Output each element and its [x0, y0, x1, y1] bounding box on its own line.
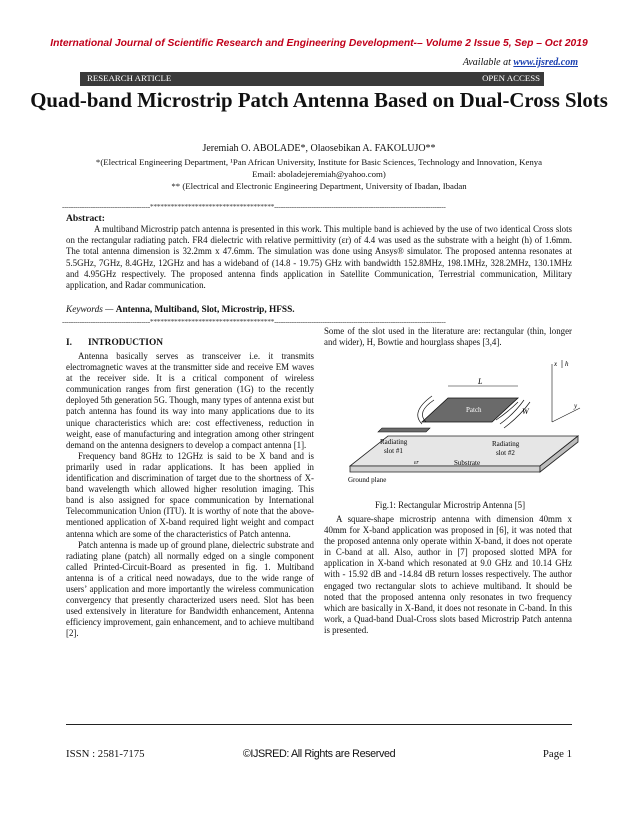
- authors: Jeremiah O. ABOLADE*, Olaosebikan A. FAKOLUJO**: [202, 143, 436, 154]
- section-heading: [66, 338, 163, 348]
- availability-line: [463, 57, 578, 68]
- separator-line: ----------------------------------------************************************------------------------------------------------------------------------------: [62, 202, 446, 211]
- label-substrate: Substrate: [454, 459, 481, 467]
- author-email: Email: aboladejeremiah@yahoo.com): [252, 169, 386, 179]
- footer-rule: [66, 724, 572, 725]
- section-number: I.: [66, 338, 72, 348]
- keywords-label: Keywords —: [66, 305, 114, 315]
- right-column-bottom: [324, 514, 572, 636]
- paragraph: Patch antenna is made up of ground plane, dielectric substrate and radiating plane (patch) all normally edged on a single component called Printed-Circuit-Board as presented in fig. 1. Multiband antenna is of a critical need nowadays, due to the wide range of users’ application and more importantly the wireless communication convergency that presently characterized users need. Slot has been used extensively in literature for Bandwidth enhancement, Antenna efficiency improvement, gain enhancement, and to achieve multiband [2].: [66, 539, 314, 639]
- paragraph: Some of the slot used in the literature are: rectangular (thin, longer and wider), H, Bowtie and hourglass shapes [3,4].: [324, 326, 572, 348]
- axis-y-label: y: [574, 402, 578, 410]
- footer-issn: ISSN : 2581-7175: [66, 748, 145, 760]
- footer-rights: ©IJSRED: All Rights are Reserved: [242, 748, 396, 760]
- abstract-heading: Abstract:: [66, 213, 105, 224]
- label-h: h: [565, 360, 569, 368]
- keywords: [66, 305, 295, 315]
- microstrip-antenna-figure: [342, 354, 584, 486]
- label-slot2-line2: slot #2: [496, 449, 515, 457]
- paper-title: Quad-band Microstrip Patch Antenna Based on Dual-Cross Slots: [30, 89, 608, 112]
- journal-website-link[interactable]: www.ijsred.com: [513, 57, 578, 68]
- paragraph: Frequency band 8GHz to 12GHz is said to be X band and is primarily used in radar applications. It has been applied in identification and discrimination of target due to the shortness of X-band wavelength which allowed higher resolution imaging. This band is also assigned for space communication by International Telecommunication Union (ITU). It is worthy of note that the above-mentioned application of X-band required light weight and compact antenna which are some of the characteristics of Patch antenna.: [66, 450, 314, 539]
- label-slot1-line2: slot #1: [384, 447, 403, 455]
- figure-caption: Fig.1: Rectangular Microstrip Antenna [5]: [374, 500, 526, 510]
- label-W: W: [522, 407, 529, 416]
- page-number: Page 1: [542, 748, 572, 760]
- left-column: [66, 351, 314, 639]
- section-title: INTRODUCTION: [88, 338, 164, 348]
- affiliation-2: ** (Electrical and Electronic Engineering Department, University of Ibadan, Ibadan: [171, 181, 467, 191]
- label-L: L: [478, 377, 483, 386]
- article-banner: [80, 72, 544, 86]
- keywords-list: Antenna, Multiband, Slot, Microstrip, HFSS.: [115, 305, 295, 315]
- journal-header: International Journal of Scientific Research and Engineering Development-– Volume 2 Issue 5, Sep – Oct 2019: [50, 38, 588, 49]
- access-type: OPEN ACCESS: [482, 73, 540, 83]
- paragraph: Antenna basically serves as transceiver i.e. it transmits electromagnetic waves at the transmitter side and receive EM waves at the receiver side. It is a critical component of wireless communication ranges from first generation (1G) to the recently deployed 5th generation 5G. Though, many types of antenna exist but patch antenna has found its way into many applications due to its unique characteristics which are: cost effectiveness, reduction in weight, ease of manufacturing and integration among other stringent demand on the antenna designers to develop a compact antenna [1].: [66, 351, 314, 450]
- axis-x-label: x: [554, 360, 558, 368]
- paragraph: A square-shape microstrip antenna with dimension 40mm x 40mm for X-band application was proposed in [6], it was noted that the proposed antenna only operate within X-band, it does not operate in C-band at all. Also, author in [7] proposed slotted MPA for application in X-band which resonated at 9.0 GHz and 10.14 GHz with - 15.92 dB and -14.84 dB return losses respectively. The author engaged two rectangular slots to achieve multiband. It should be noted that the proposed antenna only resonates in two frequency which are basically in X-Band, it does not resonate in C-band. In this work, a Quad-band Dual-Cross slots based Microstrip Patch antenna is presented.: [324, 514, 572, 635]
- abstract-text: A multiband Microstrip patch antenna is presented in this work. This multiple band is achieved by the use of two identical Cross slots on the rectangular radiating patch. FR4 dielectric with relative permittivity (εr) of 4.4 was used as the substrate with a height (h) of 1.6mm. The total antenna dimension is 32.2mm x 47.6mm. The simulation was done using Ansys® simulator. The proposed antenna resonates at 5.5GHz, 7GHz, 8.4GHz, 12GHz and has a wideband of (14.8 - 19.75) GHz with bandwidth 152.8MHz, 198.1MHz, 328.2MHz, 130.1MHz and 4.95GHz respectively. The proposed antenna finds application in Satellite Communication, Terrestrial communication, Military application, and Radar communication.: [66, 224, 572, 291]
- label-ground-plane: Ground plane: [348, 476, 387, 484]
- label-slot2-line1: Radiating: [492, 440, 520, 448]
- label-epsilon: εr: [414, 460, 419, 466]
- label-slot1-line1: Radiating: [380, 438, 408, 446]
- right-column-top: [324, 326, 572, 348]
- article-type: RESEARCH ARTICLE: [87, 73, 172, 83]
- availability-prefix: Available at: [462, 57, 514, 68]
- label-patch: Patch: [466, 406, 482, 414]
- separator-line: ----------------------------------------************************************------------------------------------------------------------------------------: [62, 317, 446, 326]
- affiliation-1: *(Electrical Engineering Department, ¹Pan African University, Institute for Basic Sciences, Technology and Innovation, Kenya: [95, 157, 543, 167]
